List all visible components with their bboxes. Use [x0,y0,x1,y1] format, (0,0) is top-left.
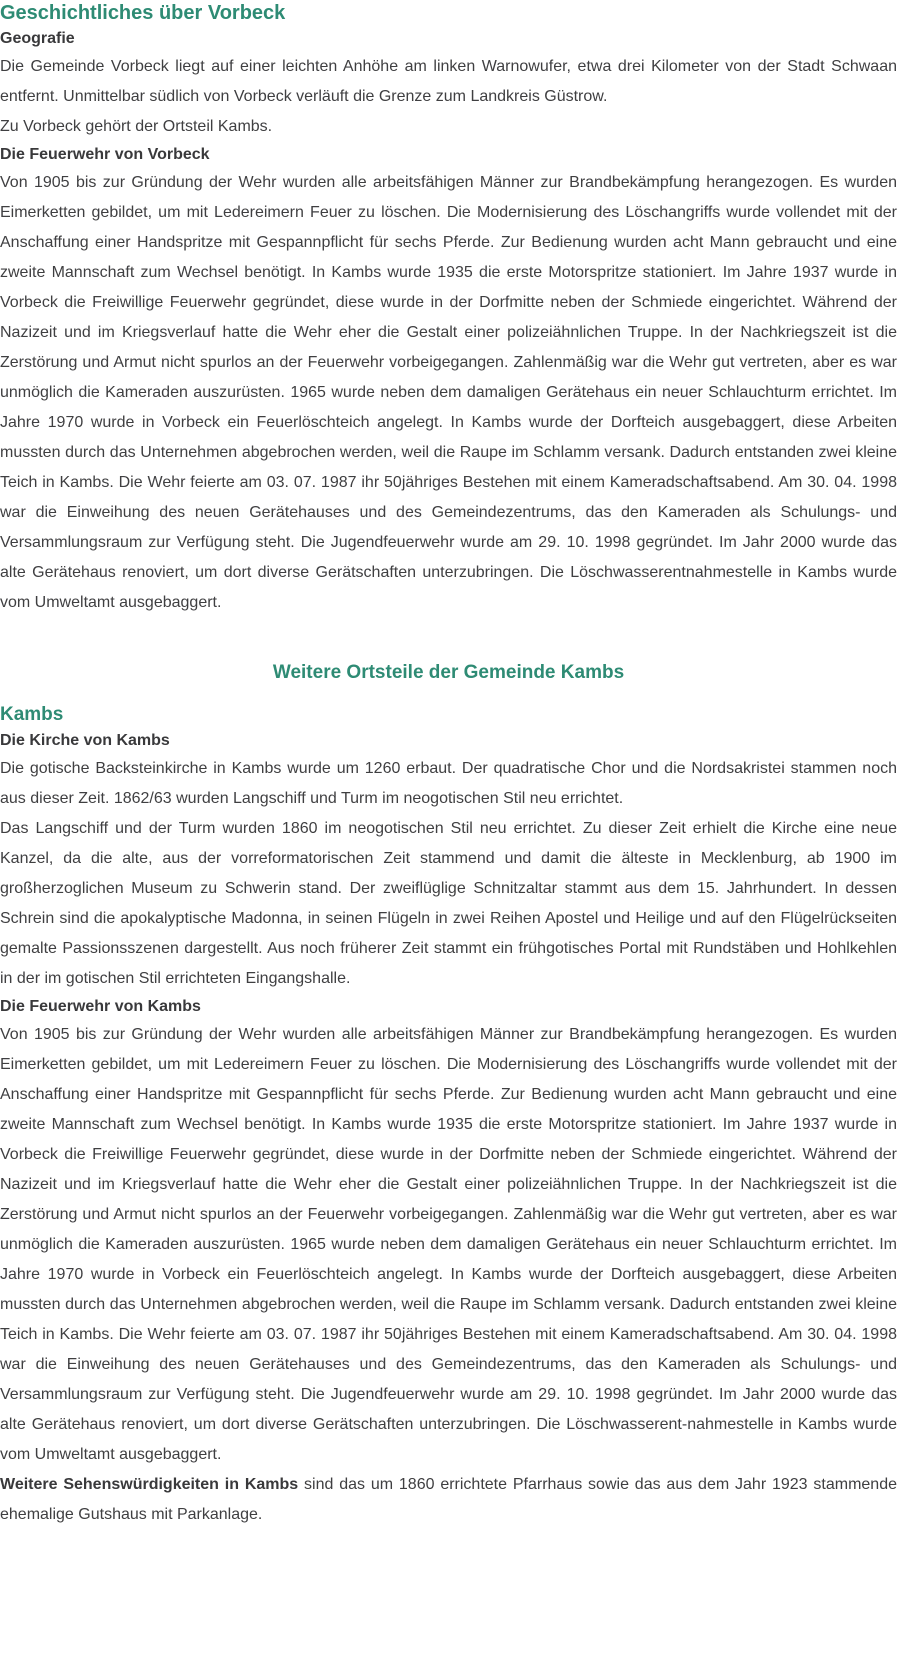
section-geografie [0,26,897,142]
sehenswuerdigkeiten-lead: Weitere Sehenswürdigkeiten in Kambs [0,1476,299,1493]
kirche-kambs-paragraph-2: Das Langschiff und der Turm wurden 1860 im neogotischen Stil neu errichtet. Zu dieser Zeit erhielt die Kirche eine neue Kanzel, da die alte, aus der vorreformatorischen Zeit stammend und damit die älteste in Mecklenburg, ab 1900 im großherzoglichen Museum zu Schwerin stand. Der zweiflüglige Schnitzaltar stammt aus dem 15. Jahrhundert. In dessen Schrein sind die apokalyptische Madonna, in seinen Flügeln in zwei Reihen Apostel und Heilige und auf den Flügelrückseiten gemalte Passionsszenen dargestellt. Aus noch früherer Zeit stammt ein frühgotisches Portal mit Rundstäben und Hohlkehlen in der im gotischen Stil errichteten Eingangshalle. [0,820,897,987]
section-feuerwehr-vorbeck [0,142,897,618]
page-title: Geschichtliches über Vorbeck [0,2,286,24]
feuerwehr-kambs-heading: Die Feuerwehr von Kambs [0,998,201,1015]
section-feuerwehr-kambs [0,994,897,1470]
feuerwehr-kambs-paragraph: Von 1905 bis zur Gründung der Wehr wurden alle arbeitsfähigen Männer zur Brandbekämpfung herangezogen. Es wurden Eimerketten gebildet, um mit Ledereimern Feuer zu löschen. Die Modernisierung des Löschangriffs wurde vollendet mit der Anschaffung einer Handspritze mit Gespannpflicht für sechs Pferde. Zur Bedienung wurden acht Mann gebraucht und eine zweite Mannschaft zum Wechsel benötigt. In Kambs wurde 1935 die erste Motorspritze stationiert. Im Jahre 1937 wurde in Vorbeck die Freiwillige Feuerwehr gegründet, diese wurde in der Dorfmitte neben der Schmiede eingerichtet. Während der Nazizeit und im Kriegsverlauf hatte die Wehr eher die Gestalt einer polizeiähnlichen Truppe. In der Nachkriegszeit ist die Zerstörung und Armut nicht spurlos an der Feuerwehr vorbeigegangen. Zahlenmäßig war die Wehr gut vertreten, aber es war unmöglich die Kameraden auszurüsten. 1965 wurde neben dem damaligen Gerätehaus ein neuer Schlauchturm errichtet. Im Jahre 1970 wurde in Vorbeck ein Feuerlöschteich angelegt. In Kambs wurde der Dorfteich ausgebaggert, diese Arbeiten mussten durch das Unternehmen abgebrochen werden, weil die Raupe im Schlamm versank. Dadurch entstanden zwei kleine Teich in Kambs. Die Wehr feierte am 03. 07. 1987 ihr 50jähriges Bestehen mit einem Kameradschaftsabend. Am 30. 04. 1998 war die Einweihung des neuen Gerätehauses und des Gemeindezentrums, das den Kameraden als Schulungs- und Versammlungsraum zur Verfügung steht. Die Jugendfeuerwehr wurde am 29. 10. 1998 gegründet. Im Jahr 2000 wurde das alte Gerätehaus renoviert, um dort diverse Gerätschaften unterzubringen. Die Löschwasserent-nahmestelle in Kambs wurde vom Umweltamt ausgebaggert. [0,1026,897,1463]
kirche-kambs-paragraph-1: Die gotische Backsteinkirche in Kambs wurde um 1260 erbaut. Der quadratische Chor und die Nordsakristei stammen noch aus dieser Zeit. 1862/63 wurden Langschiff und Turm im neogotischen Stil neu errichtet. [0,760,897,807]
ortsteile-heading: Weitere Ortsteile der Gemeinde Kambs [272,662,625,683]
section-kirche-kambs [0,728,897,994]
kirche-kambs-heading: Die Kirche von Kambs [0,732,170,749]
kambs-heading: Kambs [0,704,64,725]
feuerwehr-vorbeck-heading: Die Feuerwehr von Vorbeck [0,146,210,163]
geografie-paragraph: Die Gemeinde Vorbeck liegt auf einer leichten Anhöhe am linken Warnowufer, etwa drei Kilometer von der Stadt Schwaan entfernt. Unmittelbar südlich von Vorbeck verläuft die Grenze zum Landkreis Güstrow. [0,58,897,105]
sehenswuerdigkeiten-text: sind das um 1860 errichtete Pfarrhaus sowie das aus dem Jahr 1923 stammende ehemalige Gutshaus mit Parkanlage. [0,1476,897,1523]
sehenswuerdigkeiten-paragraph [0,1470,897,1530]
geografie-paragraph-ortsteil: Zu Vorbeck gehört der Ortsteil Kambs. [0,118,273,135]
feuerwehr-vorbeck-paragraph: Von 1905 bis zur Gründung der Wehr wurden alle arbeitsfähigen Männer zur Brandbekämpfung herangezogen. Es wurden Eimerketten gebildet, um mit Ledereimern Feuer zu löschen. Die Modernisierung des Löschangriffs wurde vollendet mit der Anschaffung einer Handspritze mit Gespannpflicht für sechs Pferde. Zur Bedienung wurden acht Mann gebraucht und eine zweite Mannschaft zum Wechsel benötigt. In Kambs wurde 1935 die erste Motorspritze stationiert. Im Jahre 1937 wurde in Vorbeck die Freiwillige Feuerwehr gegründet, diese wurde in der Dorfmitte neben der Schmiede eingerichtet. Während der Nazizeit und im Kriegsverlauf hatte die Wehr eher die Gestalt einer polizeiähnlichen Truppe. In der Nachkriegszeit ist die Zerstörung und Armut nicht spurlos an der Feuerwehr vorbeigegangen. Zahlenmäßig war die Wehr gut vertreten, aber es war unmöglich die Kameraden auszurüsten. 1965 wurde neben dem damaligen Gerätehaus ein neuer Schlauchturm errichtet. Im Jahre 1970 wurde in Vorbeck ein Feuerlöschteich angelegt. In Kambs wurde der Dorfteich ausgebaggert, diese Arbeiten mussten durch das Unternehmen abgebrochen werden, weil die Raupe im Schlamm versank. Dadurch entstanden zwei kleine Teich in Kambs. Die Wehr feierte am 03. 07. 1987 ihr 50jähriges Bestehen mit einem Kameradschaftsabend. Am 30. 04. 1998 war die Einweihung des neuen Gerätehauses und des Gemeindezentrums, das den Kameraden als Schulungs- und Versammlungsraum zur Verfügung steht. Die Jugendfeuerwehr wurde am 29. 10. 1998 gegründet. Im Jahr 2000 wurde das alte Gerätehaus renoviert, um dort diverse Gerätschaften unterzubringen. Die Löschwasserentnahmestelle in Kambs wurde vom Umweltamt ausgebaggert. [0,174,897,611]
geografie-heading: Geografie [0,30,75,47]
